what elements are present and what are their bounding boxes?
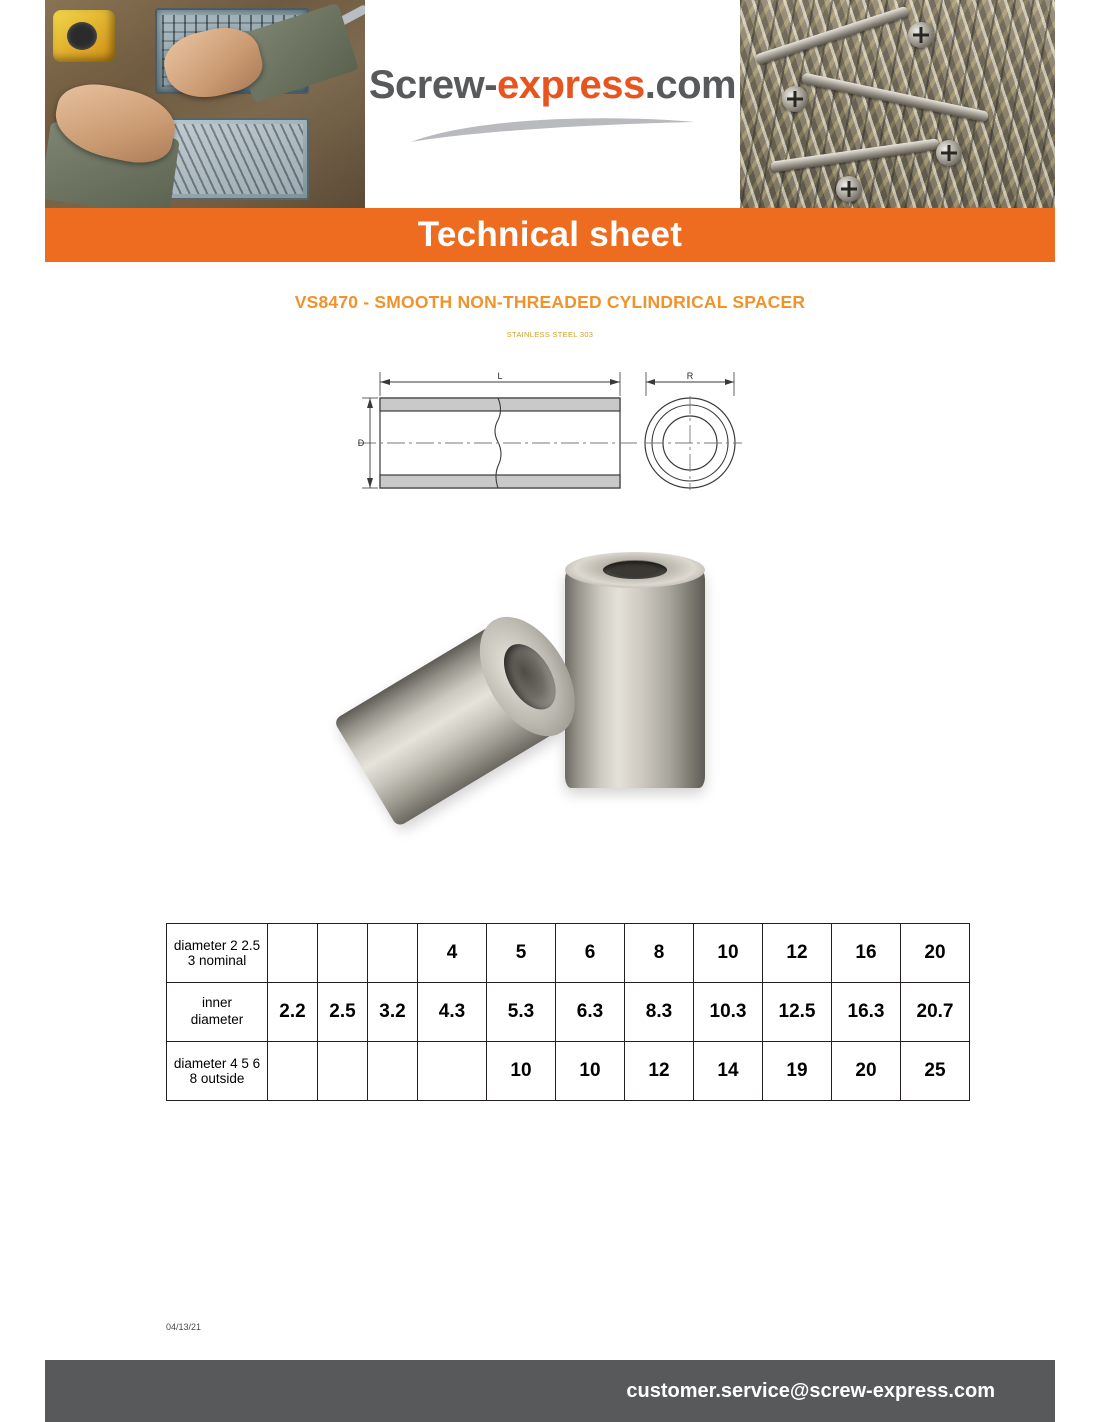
cell-outside-10: 25 — [901, 1042, 970, 1101]
cell-outside-5: 10 — [556, 1042, 625, 1101]
cell-inner-3: 4.3 — [418, 983, 487, 1042]
logo-text-accent: express — [497, 62, 645, 107]
cell-nominal-10: 20 — [901, 924, 970, 983]
page-footer — [45, 1360, 1055, 1422]
logo-swoosh-icon — [403, 112, 703, 146]
cell-nominal-2 — [368, 924, 418, 983]
cell-inner-1: 2.5 — [318, 983, 368, 1042]
screw-head-icon — [908, 22, 934, 48]
svg-text:L: L — [497, 371, 503, 381]
screw-head-icon — [936, 140, 962, 166]
table-row — [167, 983, 970, 1042]
cell-nominal-5: 6 — [556, 924, 625, 983]
workbench-photo — [45, 0, 365, 208]
cell-inner-2: 3.2 — [368, 983, 418, 1042]
logo-text-main: Screw- — [368, 62, 498, 107]
cell-outside-3 — [418, 1042, 487, 1101]
cell-inner-10: 20.7 — [901, 983, 970, 1042]
svg-text:D: D — [357, 438, 365, 448]
parts-tray — [165, 118, 309, 200]
cell-outside-1 — [318, 1042, 368, 1101]
brand-logo — [365, 0, 740, 208]
tape-measure-icon — [53, 10, 115, 62]
banner-title: Technical sheet — [417, 215, 683, 254]
technical-drawing — [350, 360, 750, 525]
row-label-inner-line1: inner — [201, 995, 233, 1011]
table-row — [167, 924, 970, 983]
material-subtitle: STAINLESS STEEL 303 — [506, 330, 594, 339]
page-header — [45, 0, 1055, 208]
technical-sheet-banner — [45, 208, 1055, 262]
cell-outside-0 — [268, 1042, 318, 1101]
cell-inner-0: 2.2 — [268, 983, 318, 1042]
cell-nominal-9: 16 — [832, 924, 901, 983]
cell-inner-9: 16.3 — [832, 983, 901, 1042]
row-label-inner-line2: diameter — [190, 1012, 244, 1027]
cell-inner-6: 8.3 — [625, 983, 694, 1042]
cell-outside-6: 12 — [625, 1042, 694, 1101]
row-label-nominal: diameter 2 2.5 3 nominal — [167, 924, 268, 983]
cell-outside-8: 19 — [763, 1042, 832, 1101]
page-title: VS8470 - SMOOTH NON-THREADED CYLINDRICAL SPACER — [294, 292, 806, 312]
cell-nominal-8: 12 — [763, 924, 832, 983]
cell-nominal-7: 10 — [694, 924, 763, 983]
svg-text:R: R — [686, 371, 694, 381]
table-row — [167, 1042, 970, 1101]
cell-inner-7: 10.3 — [694, 983, 763, 1042]
logo-wordmark — [369, 63, 736, 108]
row-label-outside: diameter 4 5 6 8 outside — [167, 1042, 268, 1101]
cell-inner-4: 5.3 — [487, 983, 556, 1042]
contact-email[interactable]: customer.service@screw-express.com — [626, 1379, 995, 1402]
spacer-upright-view — [565, 568, 705, 788]
cell-nominal-6: 8 — [625, 924, 694, 983]
cell-outside-4: 10 — [487, 1042, 556, 1101]
cell-outside-7: 14 — [694, 1042, 763, 1101]
cell-outside-9: 20 — [832, 1042, 901, 1101]
screw-head-icon — [836, 176, 862, 202]
cell-inner-5: 6.3 — [556, 983, 625, 1042]
cell-outside-2 — [368, 1042, 418, 1101]
cell-nominal-1 — [318, 924, 368, 983]
cell-nominal-4: 5 — [487, 924, 556, 983]
date-stamp: 04/13/21 — [166, 1322, 202, 1332]
cell-inner-8: 12.5 — [763, 983, 832, 1042]
spacer-tilted-view — [333, 610, 582, 828]
product-photo — [320, 548, 760, 848]
screws-photo — [740, 0, 1055, 208]
cell-nominal-0 — [268, 924, 318, 983]
cell-nominal-3: 4 — [418, 924, 487, 983]
specification-table — [166, 923, 970, 1101]
logo-text-tld: .com — [644, 62, 737, 107]
screw-head-icon — [782, 86, 808, 112]
row-label-inner-diameter — [167, 983, 268, 1042]
